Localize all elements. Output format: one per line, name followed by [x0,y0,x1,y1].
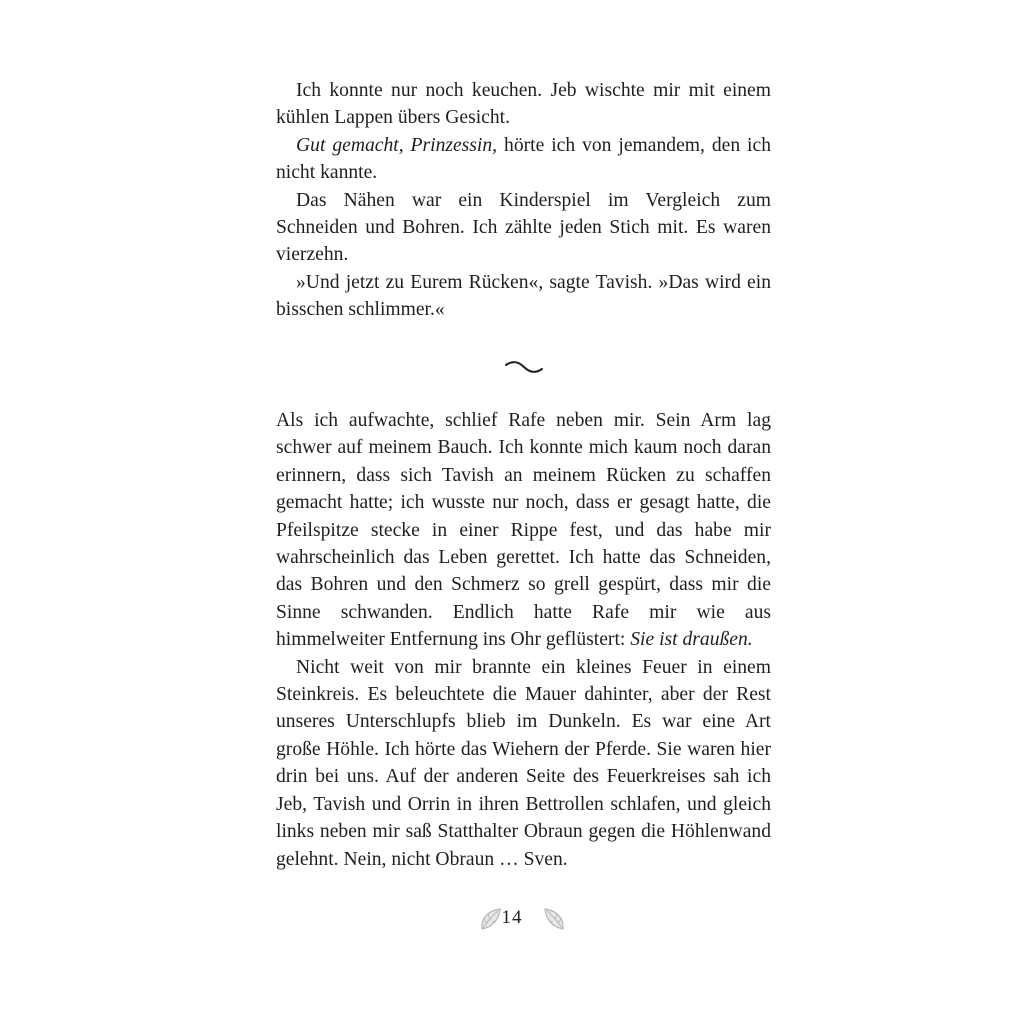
italic-quote: Gut gemacht, Prinzessin, [296,134,498,156]
leaf-ornament-icon [541,905,567,933]
text-block-top [276,77,771,324]
paragraph-text: »Und jetzt zu Eurem Rücken«, sagte Tavish. »Das wird ein bisschen schlimmer.« [276,271,771,321]
paragraph [276,187,771,269]
text-block-bottom [276,407,771,873]
paragraph-text: Als ich aufwachte, schlief Rafe neben mir. Sein Arm lag schwer auf meinem Bauch. Ich konnte mich kaum noch daran erinnern, dass sich Tavish an meinem Rücken zu schaffen gemacht hatte; ich wusste nur noch, dass er gesagt hatte, die Pfeilspitze stecke in einer Rippe fest, und das habe mir wahrscheinlich das Leben gerettet. Ich hatte das Schneiden, das Bohren und den Schmerz so grell gespürt, dass mir die Sinne schwanden. Endlich hatte Rafe mir wie aus himmelweiter Entfernung ins Ohr geflüstert: [276,410,771,651]
paragraph [276,132,771,187]
paragraph-text: Das Nähen war ein Kinderspiel im Vergleich zum Schneiden und Bohren. Ich zählte jeden Stich mit. Es waren vierzehn. [276,189,771,266]
page-number: 14 [501,907,523,928]
paragraph [276,654,771,873]
paragraph [276,269,771,324]
paragraph [276,407,771,654]
swung-dash-ornament-icon [504,356,544,380]
paragraph-text: hörte ich von jemandem, den ich nicht kannte. [276,134,771,184]
paragraph [276,77,771,132]
page-footer [0,903,1024,937]
paragraph-text: Ich konnte nur noch keuchen. Jeb wischte mir mit einem kühlen Lappen übers Gesicht. [276,80,771,129]
paragraph-text: Nicht weit von mir brannte ein kleines Feuer in einem Steinkreis. Es beleuchtete die Mauer dahinter, aber der Rest unseres Unterschlupfs blieb im Dunkeln. Es war eine Art große Höhle. Ich hörte das Wiehern der Pferde. Sie waren hier drin bei uns. Auf der anderen Seite des Feuerkreises sah ich Jeb, Tavish und Orrin in ihren Bettrollen schlafen, und gleich links neben mir saß Statthalter Obraun gegen die Höhlenwand gelehnt. Nein, nicht Obraun … Sven. [276,656,771,870]
italic-ending: Sie ist draußen. [630,629,753,651]
